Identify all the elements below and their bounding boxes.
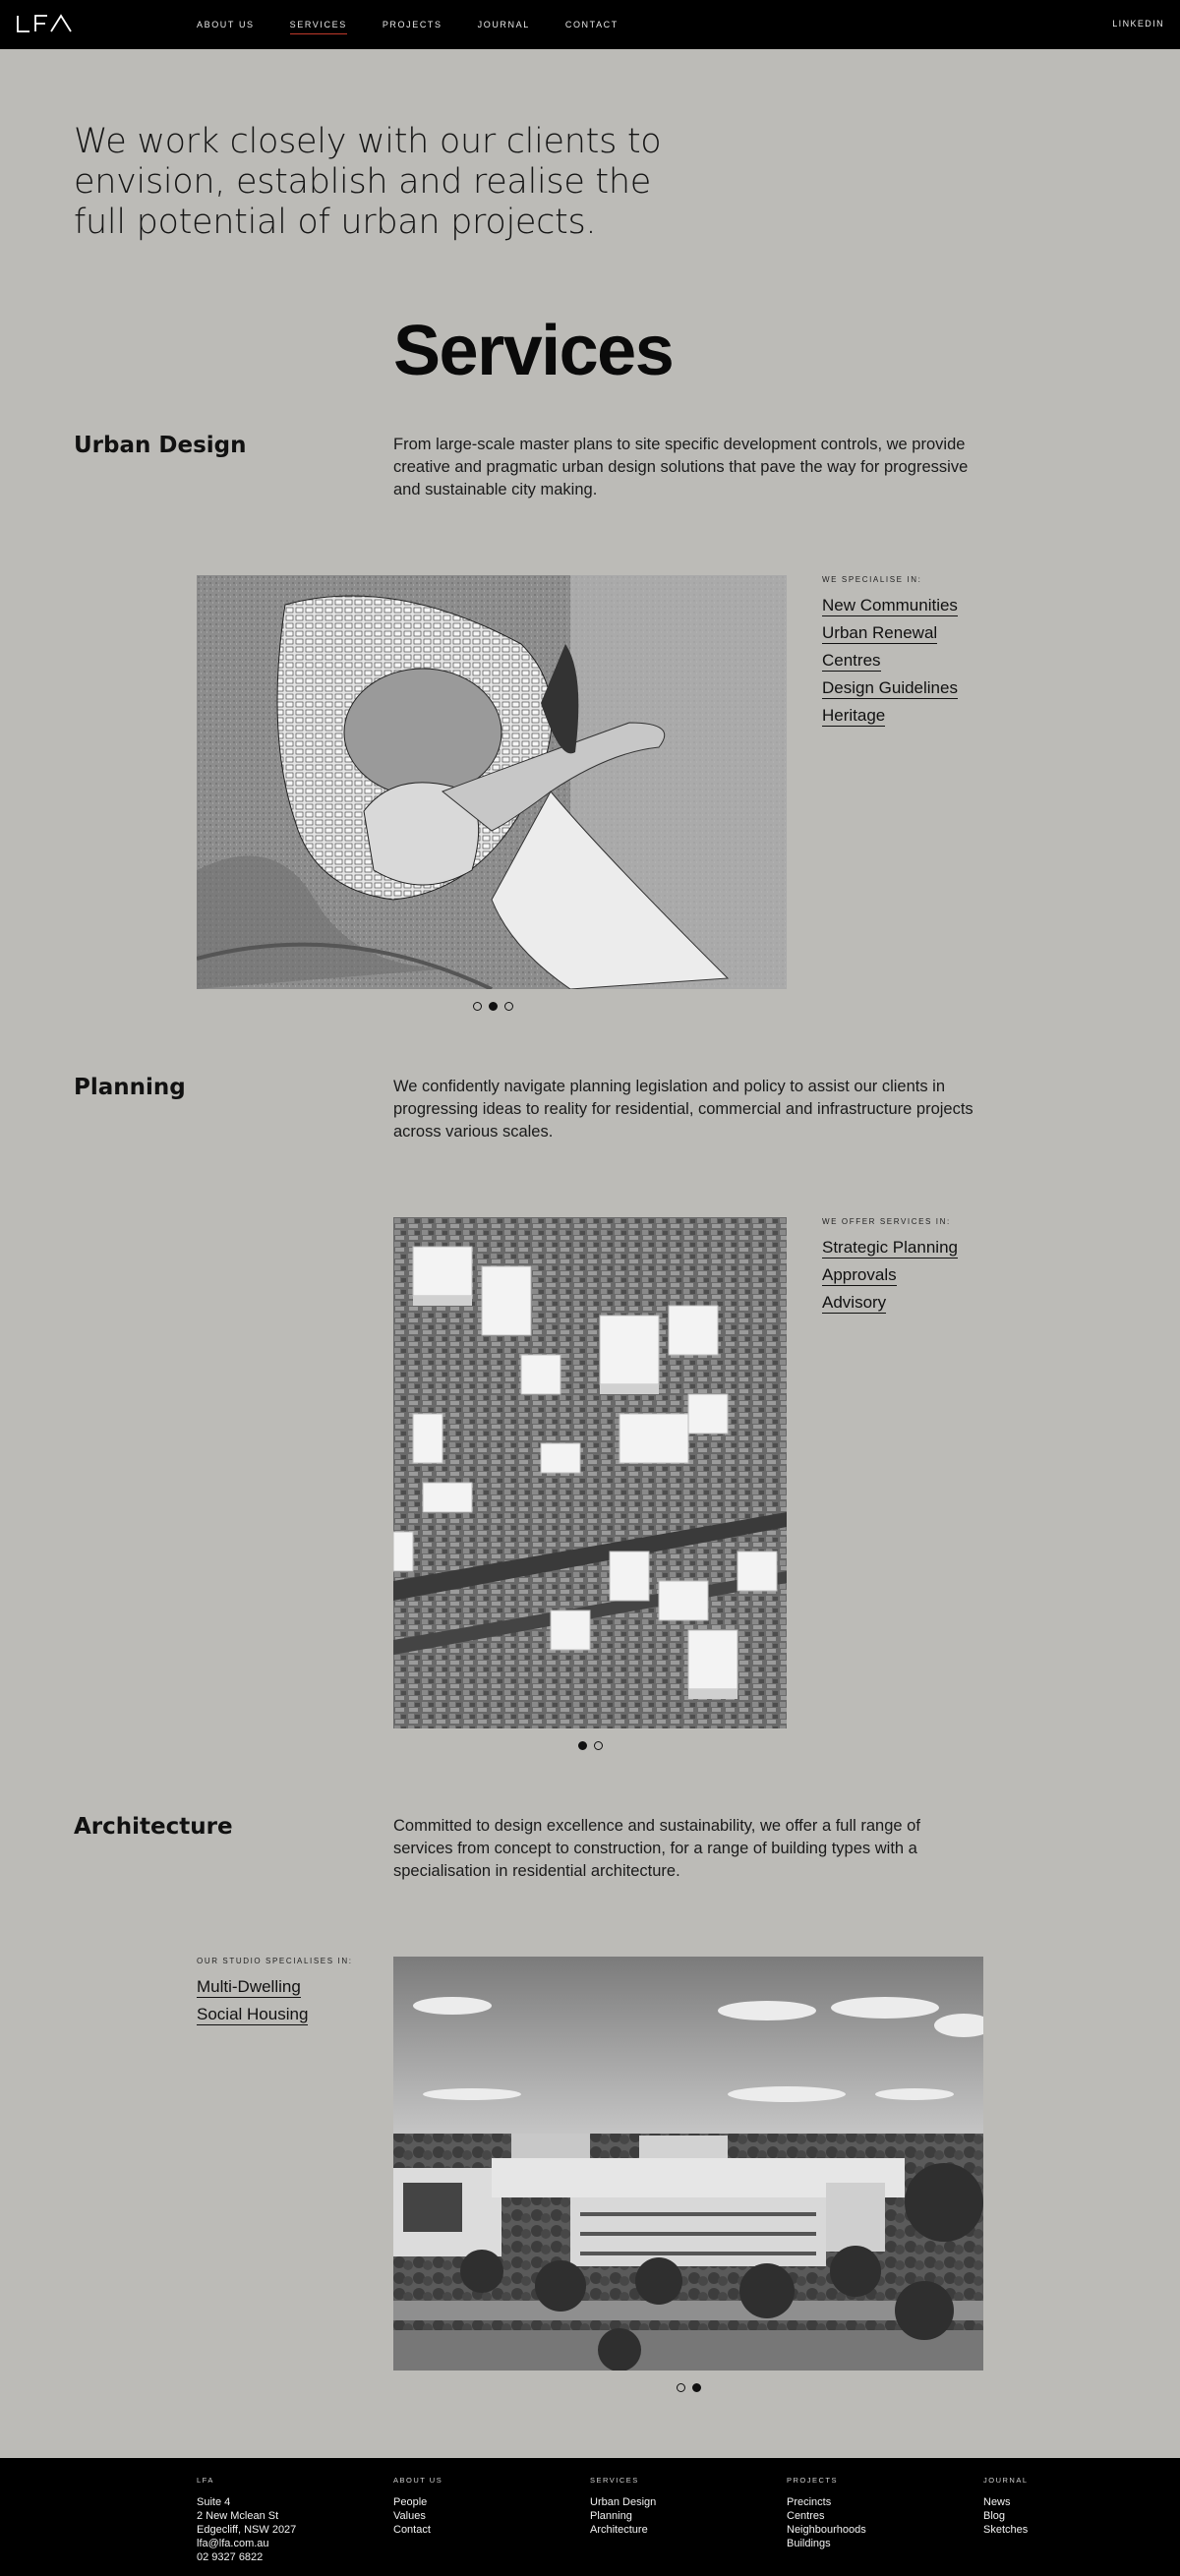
carousel-dot[interactable] <box>594 1741 603 1750</box>
section-title-urban-design: Urban Design <box>74 433 247 458</box>
top-navigation-bar <box>0 0 1180 49</box>
architecture-building-photo <box>393 1957 983 2371</box>
architecture-list-label: OUR STUDIO SPECIALISES IN: <box>197 1957 353 1965</box>
footer-link[interactable]: News <box>983 2496 1011 2508</box>
carousel-dot-active[interactable] <box>578 1741 587 1750</box>
carousel-dot-active[interactable] <box>489 1002 498 1011</box>
footer-link[interactable]: People <box>393 2496 428 2508</box>
specialisation-link[interactable]: Design Guidelines <box>822 678 958 697</box>
lfa-logo[interactable] <box>16 13 73 34</box>
specialisation-link[interactable]: Urban Renewal <box>822 623 938 642</box>
architecture-list <box>197 1973 353 2028</box>
urban-design-specialisations <box>822 575 958 730</box>
page-title: Services <box>393 312 674 390</box>
footer-link[interactable]: Values <box>393 2510 426 2522</box>
footer-heading[interactable]: JOURNAL <box>983 2476 1029 2485</box>
architecture-specialisations <box>197 1957 353 2028</box>
carousel-dot[interactable] <box>473 1002 482 1011</box>
footer-email-link[interactable]: lfa@lfa.com.au <box>197 2538 269 2549</box>
lfa-logo-mark <box>16 13 73 34</box>
footer-heading[interactable]: PROJECTS <box>787 2476 839 2485</box>
nav-about-us[interactable]: ABOUT US <box>197 20 255 29</box>
architecture-carousel-dots <box>677 2383 701 2392</box>
section-description-urban-design: From large-scale master plans to site specific development controls, we provide creative and pragmatic urban design solutions that pave the way for progressive and sustainable city making. <box>393 436 969 498</box>
footer-link[interactable]: Urban Design <box>590 2496 657 2508</box>
main-nav <box>197 0 654 49</box>
section-description-architecture: Committed to design excellence and sustainability, we offer a full range of services from concept to construction, for a range of building types with a specialisation in residential architecture. <box>393 1817 920 1880</box>
specialisation-link[interactable]: Heritage <box>822 706 886 725</box>
service-link[interactable]: Strategic Planning <box>822 1238 958 1257</box>
specialisation-link[interactable]: Multi-Dwelling <box>197 1977 301 1996</box>
footer-heading[interactable]: ABOUT US <box>393 2476 443 2485</box>
footer-link[interactable]: Neighbourhoods <box>787 2524 866 2536</box>
footer-column-lfa <box>197 2476 296 2564</box>
planning-carousel-dots <box>578 1741 603 1750</box>
service-link[interactable]: Advisory <box>822 1293 887 1312</box>
specialisation-link[interactable]: Centres <box>822 651 881 670</box>
carousel-dot-active[interactable] <box>692 2383 701 2392</box>
site-footer <box>0 2458 1180 2576</box>
footer-link[interactable]: Architecture <box>590 2524 648 2536</box>
urban-design-masterplan-image <box>197 575 787 989</box>
urban-design-carousel-dots <box>473 1002 513 1011</box>
footer-link[interactable]: Contact <box>393 2524 431 2536</box>
footer-heading: LFA <box>197 2476 214 2485</box>
planning-list <box>822 1234 958 1317</box>
carousel-dot[interactable] <box>677 2383 685 2392</box>
carousel-dot[interactable] <box>504 1002 513 1011</box>
footer-heading[interactable]: SERVICES <box>590 2476 639 2485</box>
footer-address-line: Suite 4 <box>197 2496 231 2508</box>
footer-link[interactable]: Blog <box>983 2510 1006 2522</box>
footer-address-line: 2 New Mclean St <box>197 2510 279 2522</box>
section-title-architecture: Architecture <box>74 1814 233 1840</box>
footer-column-projects <box>787 2476 866 2550</box>
linkedin-link[interactable]: LINKEDIN <box>1112 19 1164 29</box>
nav-journal[interactable]: JOURNAL <box>477 20 530 29</box>
footer-link[interactable]: Planning <box>590 2510 632 2522</box>
urban-design-list-label: WE SPECIALISE IN: <box>822 575 922 584</box>
footer-column-services <box>590 2476 656 2537</box>
footer-link[interactable]: Centres <box>787 2510 825 2522</box>
nav-projects[interactable]: PROJECTS <box>382 20 442 29</box>
footer-column-about <box>393 2476 442 2537</box>
specialisation-link[interactable]: New Communities <box>822 596 958 615</box>
section-description-planning: We confidently navigate planning legislation and policy to assist our clients in progressing ideas to reality for residential, commercial and infrastructure projects across various scales. <box>393 1078 974 1141</box>
service-link[interactable]: Approvals <box>822 1265 897 1284</box>
nav-services[interactable]: SERVICES <box>290 16 347 33</box>
planning-massing-image <box>393 1217 787 1728</box>
urban-design-list <box>822 592 958 730</box>
footer-link[interactable]: Sketches <box>983 2524 1029 2536</box>
footer-link[interactable]: Buildings <box>787 2538 831 2549</box>
footer-phone-link[interactable]: 02 9327 6822 <box>197 2551 264 2563</box>
intro-statement: We work closely with our clients to envision, establish and realise the full potential of urban projects. <box>74 122 662 242</box>
footer-link[interactable]: Precincts <box>787 2496 832 2508</box>
nav-contact[interactable]: CONTACT <box>564 20 619 29</box>
specialisation-link[interactable]: Social Housing <box>197 2005 309 2023</box>
footer-column-journal <box>983 2476 1029 2537</box>
planning-services <box>822 1217 958 1317</box>
section-title-planning: Planning <box>74 1075 186 1100</box>
footer-address-line: Edgecliff, NSW 2027 <box>197 2524 297 2536</box>
planning-list-label: WE OFFER SERVICES IN: <box>822 1217 951 1226</box>
